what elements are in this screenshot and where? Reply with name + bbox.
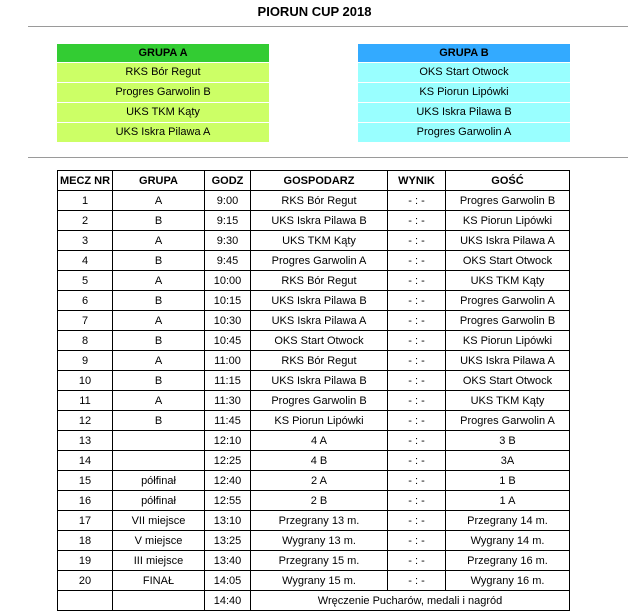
host-cell: Wygrany 15 m. (251, 571, 388, 591)
page-title: PIORUN CUP 2018 (257, 4, 372, 19)
group-b-team: KS Piorun Lipówki (358, 82, 570, 102)
table-row (58, 571, 570, 591)
match-number-cell: 11 (58, 391, 113, 411)
group-cell: A (113, 231, 205, 251)
group-a-panel (57, 44, 269, 142)
time-cell: 9:00 (205, 191, 251, 211)
group-cell: B (113, 211, 205, 231)
closing-ceremony-cell: Wręczenie Pucharów, medali i nagród (251, 591, 570, 611)
host-cell: UKS Iskra Pilawa B (251, 371, 388, 391)
match-number-cell: 7 (58, 311, 113, 331)
header-match-number: MECZ NR (58, 171, 113, 191)
score-cell: - : - (388, 331, 446, 351)
score-cell: - : - (388, 571, 446, 591)
host-cell: RKS Bór Regut (251, 191, 388, 211)
host-cell: 4 A (251, 431, 388, 451)
score-cell: - : - (388, 511, 446, 531)
table-row (58, 431, 570, 451)
match-number-cell: 12 (58, 411, 113, 431)
guest-cell: OKS Start Otwock (446, 371, 570, 391)
table-row (58, 211, 570, 231)
match-number-cell: 1 (58, 191, 113, 211)
match-number-cell: 17 (58, 511, 113, 531)
host-cell: RKS Bór Regut (251, 351, 388, 371)
guest-cell: 1 B (446, 471, 570, 491)
time-cell: 10:45 (205, 331, 251, 351)
match-number-cell: 16 (58, 491, 113, 511)
empty-cell (113, 591, 205, 611)
guest-cell: Wygrany 16 m. (446, 571, 570, 591)
group-a-header: GRUPA A (57, 44, 269, 62)
group-cell: VII miejsce (113, 511, 205, 531)
group-cell: III miejsce (113, 551, 205, 571)
table-row (58, 331, 570, 351)
group-cell: B (113, 291, 205, 311)
header-host: GOSPODARZ (251, 171, 388, 191)
match-number-cell: 5 (58, 271, 113, 291)
match-number-cell: 10 (58, 371, 113, 391)
match-number-cell: 20 (58, 571, 113, 591)
score-cell: - : - (388, 491, 446, 511)
match-number-cell: 9 (58, 351, 113, 371)
section-divider (28, 157, 628, 158)
empty-cell (58, 591, 113, 611)
group-cell: A (113, 271, 205, 291)
score-cell: - : - (388, 411, 446, 431)
group-cell: A (113, 191, 205, 211)
top-divider (28, 26, 628, 27)
score-cell: - : - (388, 191, 446, 211)
guest-cell: 3A (446, 451, 570, 471)
group-cell: półfinał (113, 471, 205, 491)
group-b-header: GRUPA B (358, 44, 570, 62)
match-number-cell: 14 (58, 451, 113, 471)
host-cell: OKS Start Otwock (251, 331, 388, 351)
group-b-team: Progres Garwolin A (358, 122, 570, 142)
group-a-team: Progres Garwolin B (57, 82, 269, 102)
time-cell: 9:30 (205, 231, 251, 251)
host-cell: KS Piorun Lipówki (251, 411, 388, 431)
score-cell: - : - (388, 551, 446, 571)
score-cell: - : - (388, 451, 446, 471)
host-cell: Progres Garwolin A (251, 251, 388, 271)
group-cell: FINAŁ (113, 571, 205, 591)
score-cell: - : - (388, 211, 446, 231)
guest-cell: Progres Garwolin A (446, 291, 570, 311)
match-number-cell: 13 (58, 431, 113, 451)
time-cell: 11:45 (205, 411, 251, 431)
table-row (58, 251, 570, 271)
guest-cell: UKS TKM Kąty (446, 391, 570, 411)
time-cell: 9:45 (205, 251, 251, 271)
time-cell: 13:10 (205, 511, 251, 531)
group-cell: A (113, 311, 205, 331)
group-cell: A (113, 351, 205, 371)
host-cell: RKS Bór Regut (251, 271, 388, 291)
score-cell: - : - (388, 371, 446, 391)
time-cell: 12:10 (205, 431, 251, 451)
schedule-table (57, 170, 570, 611)
group-b-team: UKS Iskra Pilawa B (358, 102, 570, 122)
group-cell: V miejsce (113, 531, 205, 551)
table-row (58, 371, 570, 391)
group-cell (113, 451, 205, 471)
table-row (58, 291, 570, 311)
closing-time-cell: 14:40 (205, 591, 251, 611)
group-cell (113, 431, 205, 451)
score-cell: - : - (388, 311, 446, 331)
group-cell: półfinał (113, 491, 205, 511)
match-number-cell: 19 (58, 551, 113, 571)
match-number-cell: 4 (58, 251, 113, 271)
table-row (58, 351, 570, 371)
host-cell: UKS Iskra Pilawa A (251, 311, 388, 331)
table-row (58, 271, 570, 291)
time-cell: 13:25 (205, 531, 251, 551)
group-cell: B (113, 251, 205, 271)
group-b-team: OKS Start Otwock (358, 62, 570, 82)
table-row (58, 531, 570, 551)
score-cell: - : - (388, 251, 446, 271)
score-cell: - : - (388, 291, 446, 311)
host-cell: UKS TKM Kąty (251, 231, 388, 251)
host-cell: Przegrany 13 m. (251, 511, 388, 531)
score-cell: - : - (388, 351, 446, 371)
header-score: WYNIK (388, 171, 446, 191)
table-row (58, 551, 570, 571)
table-row (58, 451, 570, 471)
host-cell: Progres Garwolin B (251, 391, 388, 411)
header-guest: GOŚĆ (446, 171, 570, 191)
guest-cell: 1 A (446, 491, 570, 511)
score-cell: - : - (388, 391, 446, 411)
guest-cell: Przegrany 16 m. (446, 551, 570, 571)
score-cell: - : - (388, 531, 446, 551)
guest-cell: OKS Start Otwock (446, 251, 570, 271)
host-cell: UKS Iskra Pilawa B (251, 291, 388, 311)
host-cell: 2 A (251, 471, 388, 491)
guest-cell: Wygrany 14 m. (446, 531, 570, 551)
host-cell: 2 B (251, 491, 388, 511)
group-cell: B (113, 411, 205, 431)
guest-cell: 3 B (446, 431, 570, 451)
header-group: GRUPA (113, 171, 205, 191)
group-cell: A (113, 391, 205, 411)
guest-cell: UKS Iskra Pilawa A (446, 231, 570, 251)
group-cell: B (113, 371, 205, 391)
table-row (58, 311, 570, 331)
match-number-cell: 18 (58, 531, 113, 551)
host-cell: Wygrany 13 m. (251, 531, 388, 551)
closing-row (58, 591, 570, 611)
group-a-team: UKS Iskra Pilawa A (57, 122, 269, 142)
table-row (58, 471, 570, 491)
guest-cell: Przegrany 14 m. (446, 511, 570, 531)
time-cell: 11:00 (205, 351, 251, 371)
time-cell: 13:40 (205, 551, 251, 571)
score-cell: - : - (388, 231, 446, 251)
host-cell: 4 B (251, 451, 388, 471)
group-a-team: UKS TKM Kąty (57, 102, 269, 122)
match-number-cell: 3 (58, 231, 113, 251)
guest-cell: UKS Iskra Pilawa A (446, 351, 570, 371)
guest-cell: UKS TKM Kąty (446, 271, 570, 291)
time-cell: 9:15 (205, 211, 251, 231)
group-b-panel (358, 44, 570, 142)
time-cell: 14:05 (205, 571, 251, 591)
match-number-cell: 2 (58, 211, 113, 231)
time-cell: 12:40 (205, 471, 251, 491)
host-cell: UKS Iskra Pilawa B (251, 211, 388, 231)
time-cell: 10:15 (205, 291, 251, 311)
group-a-team: RKS Bór Regut (57, 62, 269, 82)
match-number-cell: 6 (58, 291, 113, 311)
table-row (58, 511, 570, 531)
table-row (58, 411, 570, 431)
time-cell: 11:15 (205, 371, 251, 391)
group-cell: B (113, 331, 205, 351)
guest-cell: Progres Garwolin B (446, 191, 570, 211)
guest-cell: KS Piorun Lipówki (446, 211, 570, 231)
time-cell: 12:25 (205, 451, 251, 471)
time-cell: 10:00 (205, 271, 251, 291)
time-cell: 12:55 (205, 491, 251, 511)
score-cell: - : - (388, 471, 446, 491)
guest-cell: Progres Garwolin B (446, 311, 570, 331)
table-row (58, 191, 570, 211)
guest-cell: KS Piorun Lipówki (446, 331, 570, 351)
table-row (58, 391, 570, 411)
score-cell: - : - (388, 271, 446, 291)
guest-cell: Progres Garwolin A (446, 411, 570, 431)
time-cell: 11:30 (205, 391, 251, 411)
time-cell: 10:30 (205, 311, 251, 331)
header-time: GODZ (205, 171, 251, 191)
table-row (58, 231, 570, 251)
schedule-header-row (58, 171, 570, 191)
match-number-cell: 8 (58, 331, 113, 351)
table-row (58, 491, 570, 511)
host-cell: Przegrany 15 m. (251, 551, 388, 571)
score-cell: - : - (388, 431, 446, 451)
match-number-cell: 15 (58, 471, 113, 491)
